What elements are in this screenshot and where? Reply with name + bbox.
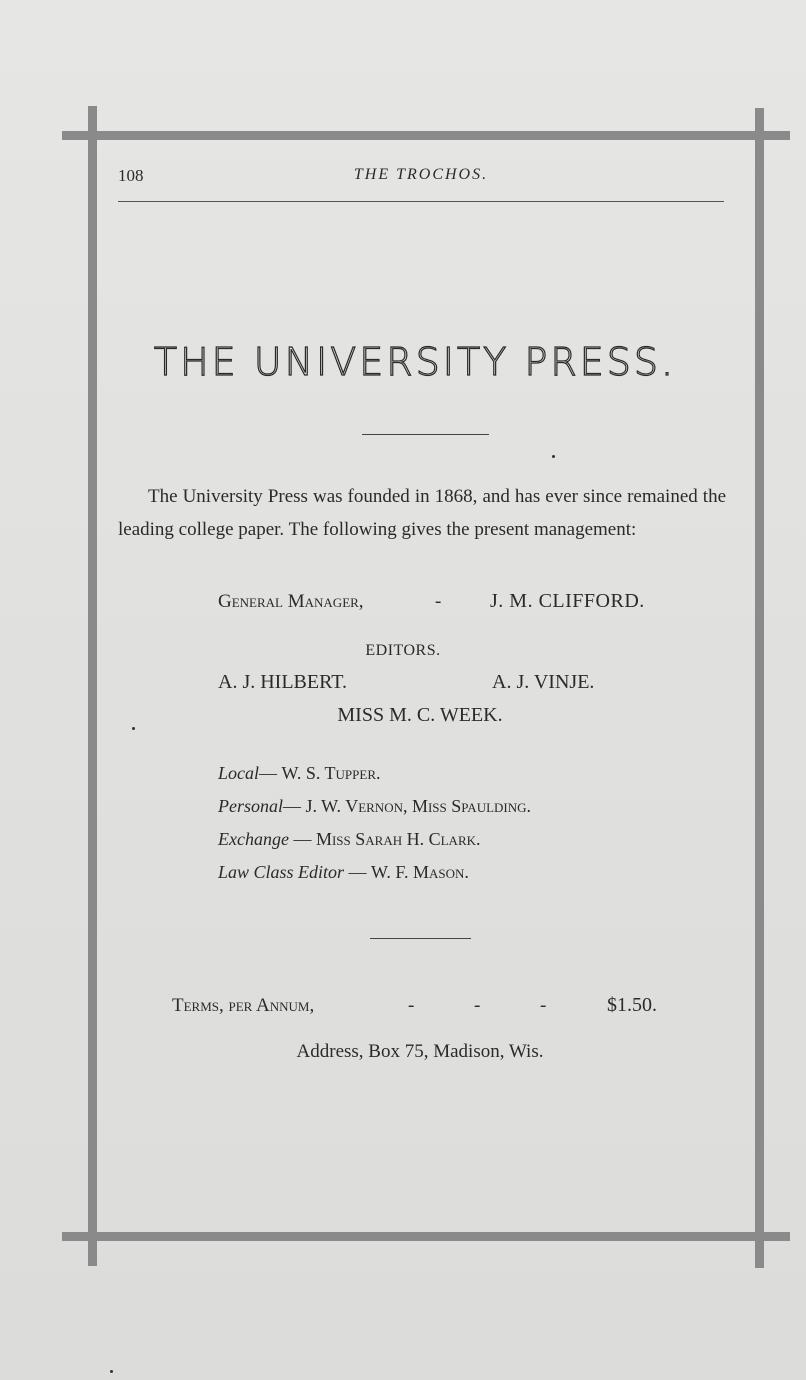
- department-role: Local: [218, 763, 260, 783]
- department-local: [218, 763, 381, 784]
- department-dash: —: [344, 862, 367, 882]
- general-manager-label: General Manager,: [218, 591, 364, 612]
- department-role: Law Class Editor: [218, 862, 345, 882]
- journal-title: THE TROCHOS.: [353, 166, 489, 183]
- department-personal: [218, 796, 531, 817]
- frame-top-rule: [62, 131, 790, 140]
- frame-bottom-rule: [62, 1232, 790, 1241]
- editor-name: A. J. HILBERT.: [218, 671, 347, 693]
- terms-dash: -: [474, 995, 481, 1016]
- department-dash: —: [259, 763, 278, 783]
- page-title: THE UNIVERSITY PRESS.: [153, 340, 677, 384]
- title-divider: [362, 434, 489, 435]
- intro-paragraph: The University Press was founded in 1868, and has ever since remained the leading college paper. The following gives the present management:: [118, 486, 726, 540]
- terms-dash: -: [540, 995, 547, 1016]
- editors-heading: EDITORS.: [365, 642, 441, 659]
- general-manager-name: J. M. CLIFFORD.: [490, 590, 645, 612]
- paper-speck: [110, 1370, 113, 1373]
- editor-name: MISS M. C. WEEK.: [337, 704, 503, 726]
- department-people: J. W. Vernon, Miss Spaulding.: [305, 796, 532, 816]
- department-role: Personal: [218, 796, 283, 816]
- department-dash: —: [288, 829, 312, 849]
- frame-right-rule: [755, 108, 764, 1268]
- department-law-class: [218, 862, 469, 883]
- department-exchange: [218, 829, 481, 850]
- section-divider: [370, 938, 471, 939]
- department-role: Exchange: [218, 829, 289, 849]
- department-people: Miss Sarah H. Clark.: [315, 829, 481, 849]
- department-people: W. S. Tupper.: [281, 763, 381, 783]
- paper-speck: [132, 727, 135, 730]
- postal-address: Address, Box 75, Madison, Wis.: [296, 1041, 544, 1062]
- page-number: 108: [118, 166, 144, 185]
- general-manager-separator: -: [435, 591, 442, 612]
- editor-name: A. J. VINJE.: [492, 671, 595, 693]
- terms-dash: -: [408, 995, 415, 1016]
- frame-left-rule: [88, 106, 97, 1266]
- subscription-price: $1.50.: [607, 994, 657, 1016]
- running-head: [118, 166, 724, 190]
- paper-speck: [552, 455, 555, 458]
- header-rule: [118, 201, 724, 202]
- department-people: W. F. Mason.: [371, 862, 469, 882]
- terms-label: Terms, per Annum,: [172, 995, 315, 1016]
- department-dash: —: [283, 796, 301, 816]
